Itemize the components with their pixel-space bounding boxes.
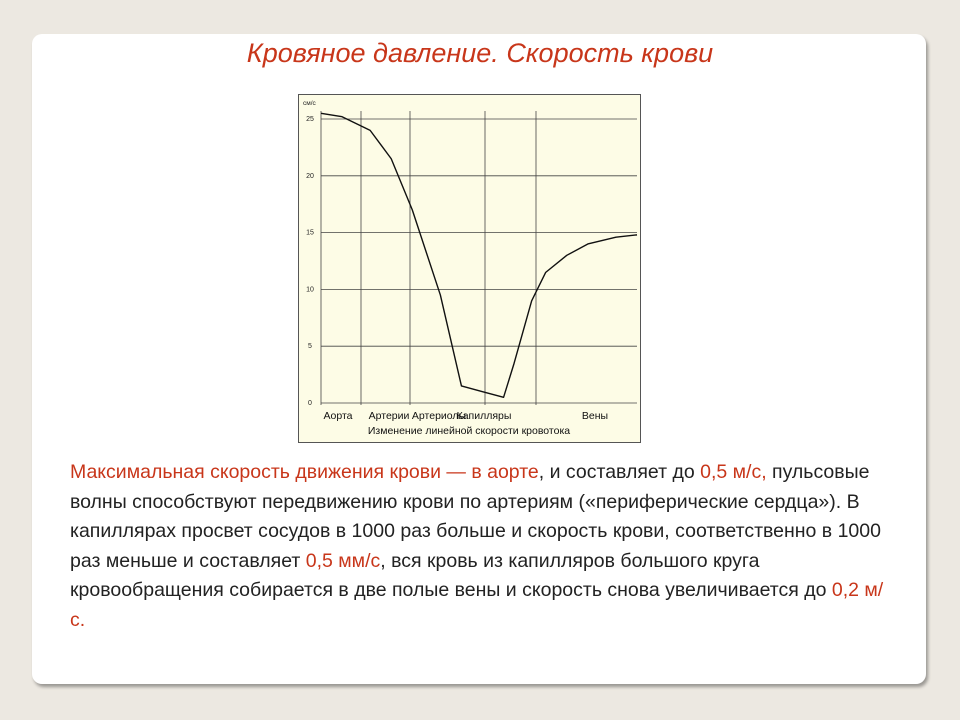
- x-category-label: Капилляры: [456, 410, 512, 422]
- x-category-label: Аорта: [323, 410, 353, 422]
- y-tick-label: 25: [306, 116, 314, 123]
- highlight-speed-aorta: 0,5 м/с,: [700, 461, 767, 483]
- y-tick-label: 20: [306, 172, 314, 180]
- y-tick-label: 15: [306, 229, 314, 237]
- highlight-speed-veins: 0,2 м/с.: [70, 579, 884, 631]
- x-category-label: Артерии: [368, 410, 410, 422]
- x-category-label: Вены: [581, 410, 609, 422]
- y-tick-label: 0: [308, 400, 312, 407]
- series-line: [321, 113, 637, 397]
- highlight-speed-capillaries: 0,5 мм/с: [305, 549, 381, 572]
- text-segment: , и составляет до: [538, 461, 701, 483]
- body-paragraph: [70, 458, 890, 635]
- unit-label: см/с: [303, 100, 316, 107]
- text-segment: , вся кровь из капилляров большого круга кровообращения собирается в две полые вены и скорость снова увеличивается до: [70, 549, 832, 601]
- x-category-label: Артериолы: [411, 410, 467, 422]
- slide-title: Кровяное давление. Скорость крови: [246, 38, 714, 68]
- y-tick-label: 5: [308, 343, 312, 351]
- y-tick-label: 10: [306, 286, 314, 294]
- highlight-aorta: Максимальная скорость движения крови — в аорте: [70, 461, 539, 483]
- chart-svg: [299, 95, 642, 444]
- x-axis-label: Изменение линейной скорости кровотока: [367, 425, 571, 437]
- velocity-chart: [298, 94, 641, 443]
- text-segment: пульсовые волны способствуют передвижению крови по артериям («периферические сердца»). В капиллярах просвет сосудов в 1000 раз больше и скорость крови, соответственно в 1000 раз меньше и составляет: [70, 461, 881, 572]
